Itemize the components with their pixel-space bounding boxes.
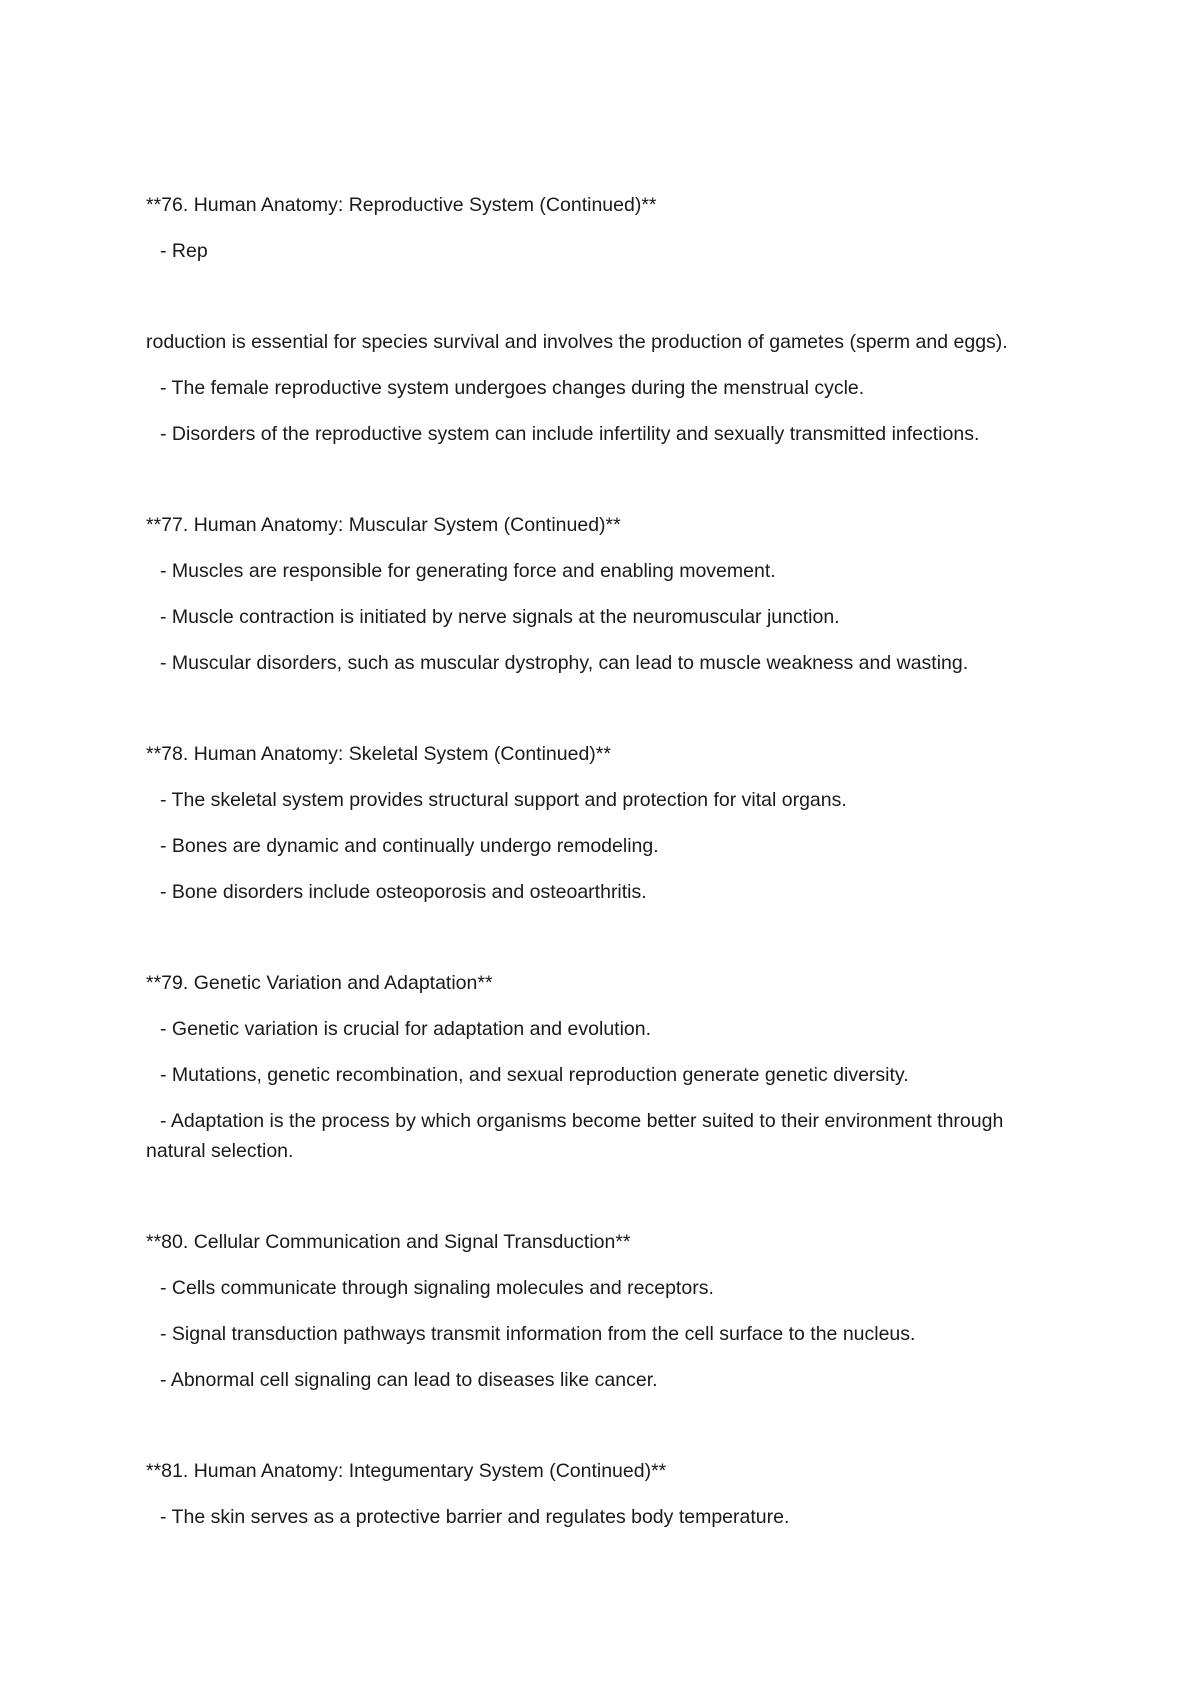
bullet-text: - Bones are dynamic and continually undergo remodeling. [160,835,659,857]
bullet-text: - The skeletal system provides structural support and protection for vital organs. [160,789,847,811]
bullet-text: - Muscle contraction is initiated by nerve signals at the neuromuscular junction. [160,606,840,628]
section-heading-78: **78. Human Anatomy: Skeletal System (Continued)** [146,743,611,765]
bullet-text: - Genetic variation is crucial for adaptation and evolution. [160,1018,652,1040]
section-heading-81: **81. Human Anatomy: Integumentary System (Continued)** [146,1460,667,1482]
section-heading-80: **80. Cellular Communication and Signal Transduction** [146,1231,631,1253]
bullet-text: - Rep [160,240,208,262]
bullet-text: - The female reproductive system undergoes changes during the menstrual cycle. [160,377,865,399]
paragraph-text: roduction is essential for species survival and involves the production of gametes (sperm and eggs). [146,331,1008,353]
bullet-text: - Bone disorders include osteoporosis and osteoarthritis. [160,881,647,903]
bullet-text-wrapped: - Adaptation is the process by which organisms become better suited to their environment through natural selection. [146,1110,1004,1162]
bullet-text: - Muscles are responsible for generating force and enabling movement. [160,560,776,582]
bullet-text: - Mutations, genetic recombination, and sexual reproduction generate genetic diversity. [160,1064,909,1086]
section-heading-79: **79. Genetic Variation and Adaptation** [146,972,493,994]
bullet-text: - Muscular disorders, such as muscular dystrophy, can lead to muscle weakness and wasting. [160,652,969,674]
section-heading-76: **76. Human Anatomy: Reproductive System (Continued)** [146,194,657,216]
bullet-text: - Disorders of the reproductive system can include infertility and sexually transmitted infections. [160,423,980,445]
bullet-text: - Abnormal cell signaling can lead to diseases like cancer. [160,1369,658,1391]
bullet-text: - The skin serves as a protective barrier and regulates body temperature. [160,1506,790,1528]
section-heading-77: **77. Human Anatomy: Muscular System (Continued)** [146,514,621,536]
bullet-text: - Signal transduction pathways transmit information from the cell surface to the nucleus. [160,1323,916,1345]
bullet-text: - Cells communicate through signaling molecules and receptors. [160,1277,714,1299]
